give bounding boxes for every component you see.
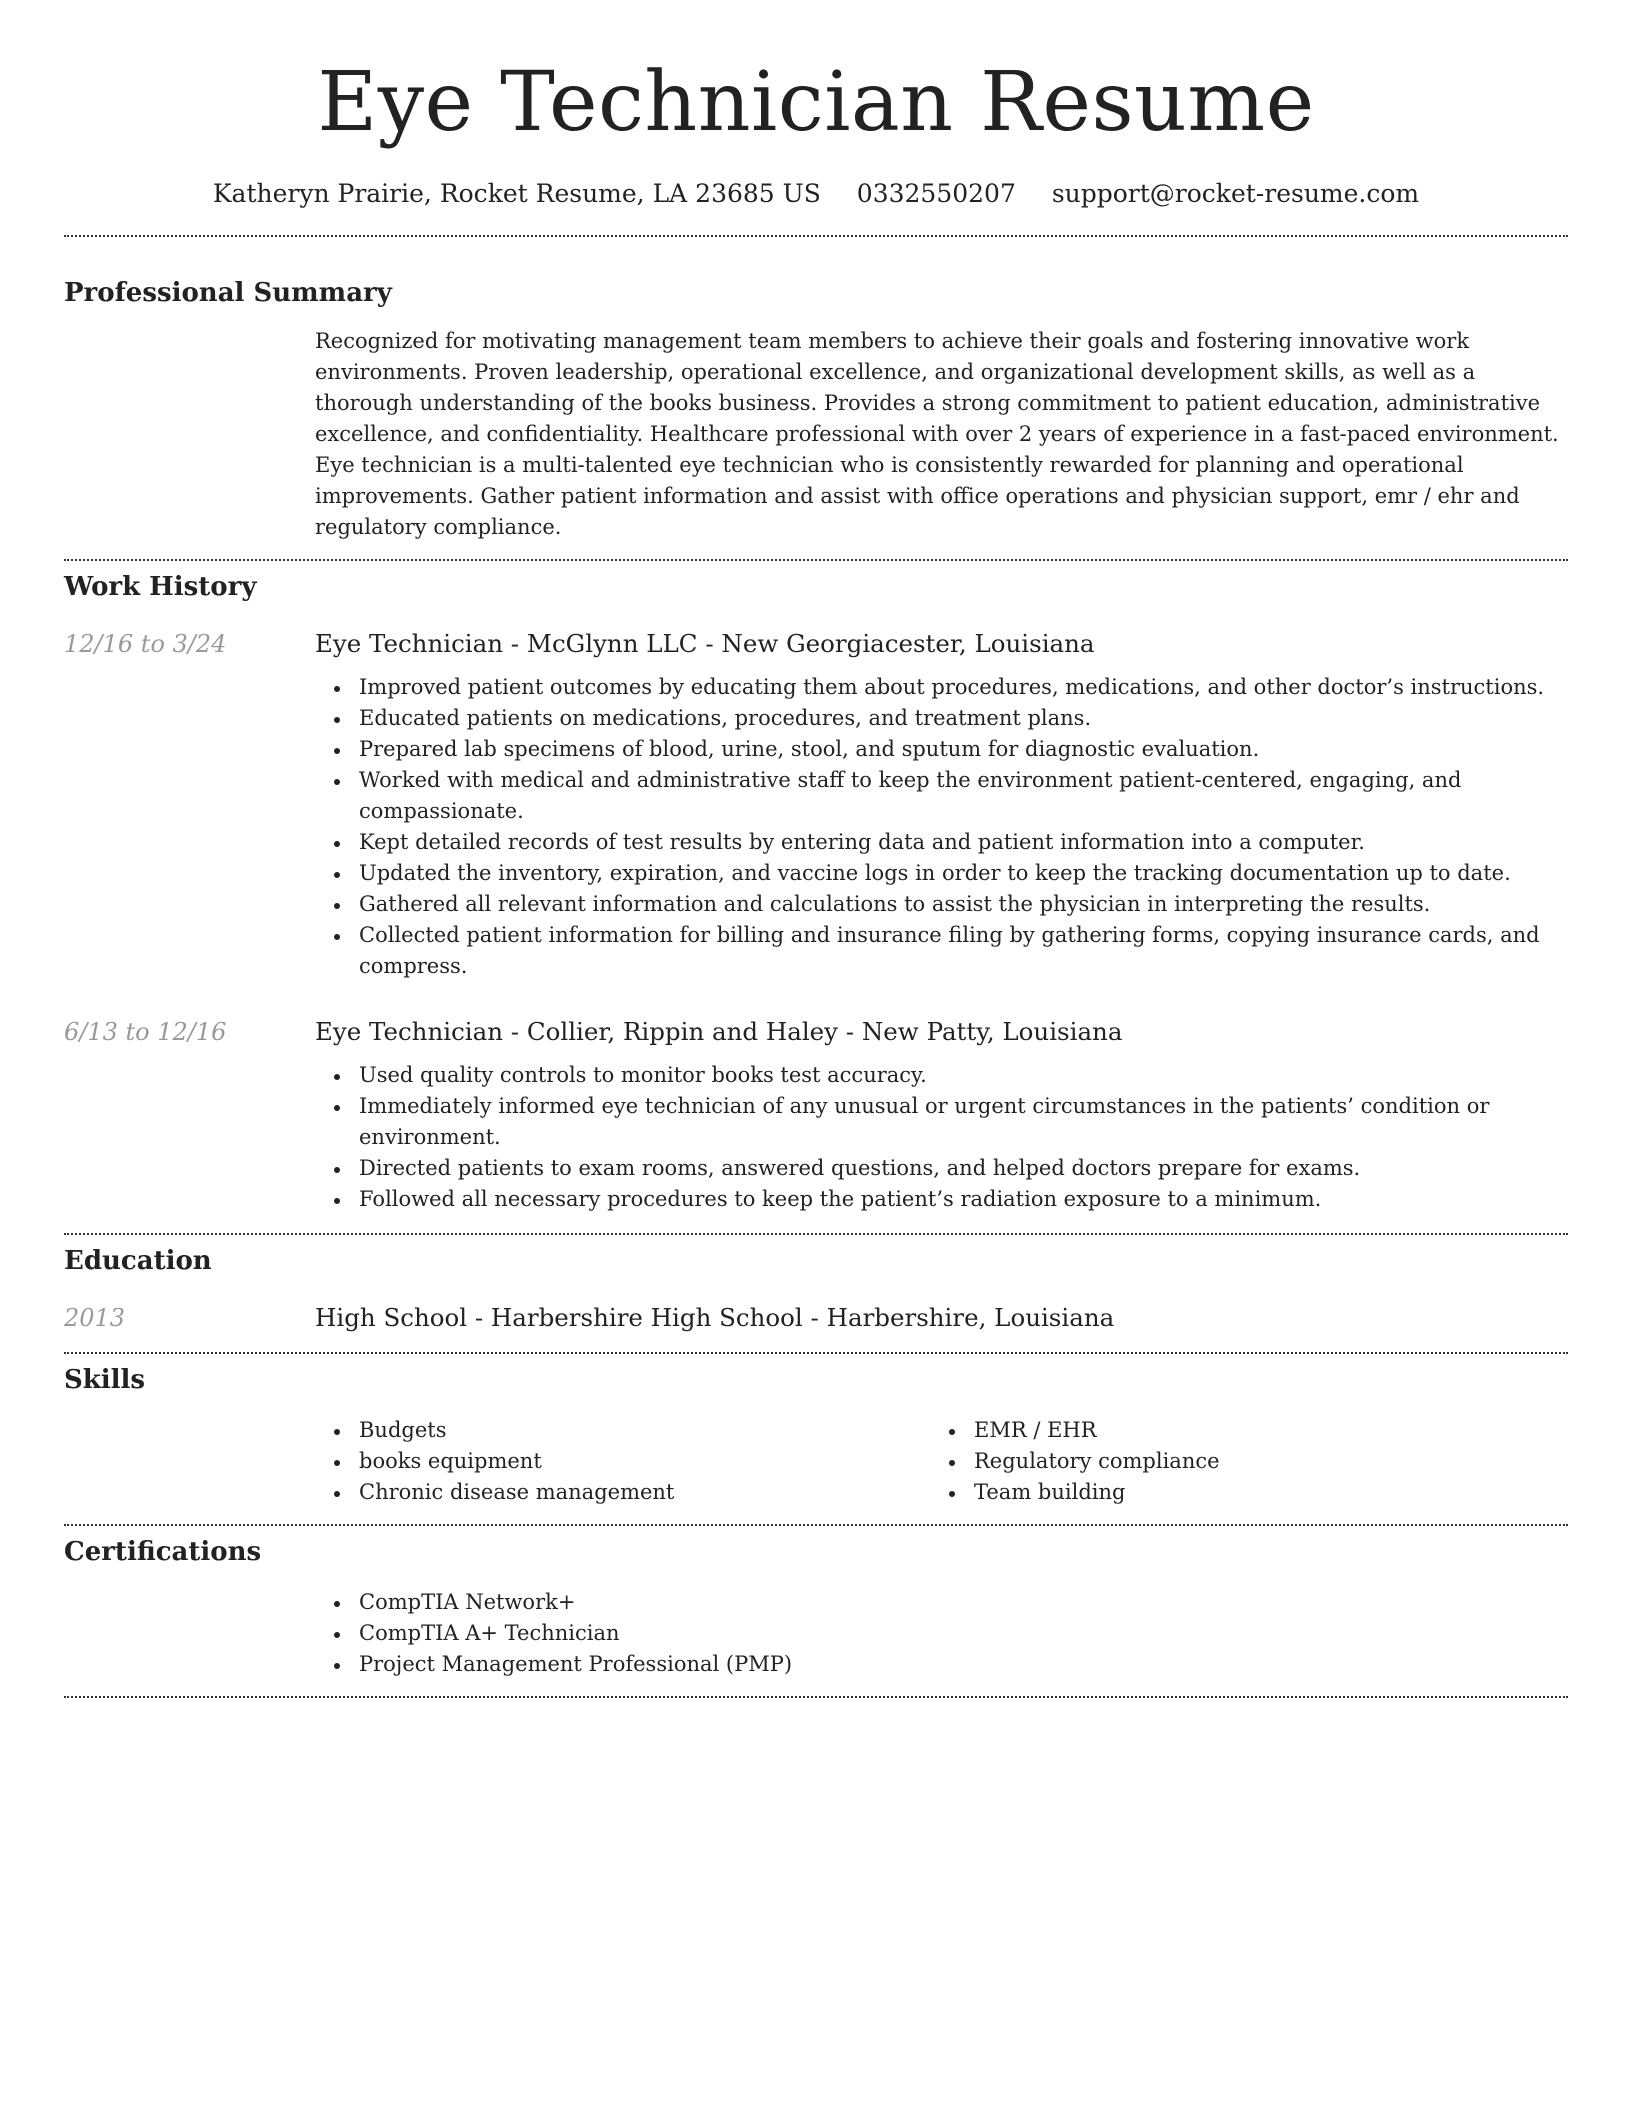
list-item: Team building — [930, 1477, 1545, 1508]
list-item: Educated patients on medications, procedures, and treatment plans. — [315, 703, 1568, 734]
section-divider — [64, 559, 1568, 561]
job-dates: 6/13 to 12/16 — [64, 1018, 227, 1046]
section-divider — [64, 1696, 1568, 1698]
skills-list-right — [930, 1415, 1545, 1508]
certifications-section — [64, 1535, 1568, 1680]
section-heading-skills: Skills — [64, 1365, 146, 1395]
list-item: Updated the inventory, expiration, and vaccine logs in order to keep the tracking documentation up to date. — [315, 858, 1568, 889]
job-duties-list — [315, 1060, 1568, 1215]
section-heading-work: Work History — [64, 572, 257, 602]
section-heading-summary: Professional Summary — [64, 278, 392, 308]
section-divider — [64, 1524, 1568, 1526]
list-item: Regulatory compliance — [930, 1446, 1545, 1477]
list-item: Project Management Professional (PMP) — [315, 1649, 1568, 1680]
list-item: Improved patient outcomes by educating them about procedures, medications, and other doctor’s instructions. — [315, 672, 1568, 703]
section-divider — [64, 1352, 1568, 1354]
summary-text: Recognized for motivating management team members to achieve their goals and fostering innovative work environments. Proven leadership, operational excellence, and organizational development skills, as well as a thorough understanding of the books business. Provides a strong commitment to patient education, administrative excellence, and confidentiality. Healthcare professional with over 2 years of experience in a fast-paced environment. Eye technician is a multi-talented eye technician who is consistently rewarded for planning and operational improvements. Gather patient information and assist with office operations and physician support, emr / ehr and regulatory compliance. — [315, 329, 1559, 539]
list-item: books equipment — [315, 1446, 930, 1477]
section-heading-certifications: Certifications — [64, 1537, 262, 1567]
list-item: Budgets — [315, 1415, 930, 1446]
contact-phone: 0332550207 — [856, 179, 1016, 208]
education-entry — [64, 1302, 1568, 1334]
contact-line — [64, 177, 1568, 211]
certifications-list — [315, 1587, 1568, 1680]
section-divider — [64, 235, 1568, 237]
job-entry — [64, 1016, 1568, 1215]
skills-list-left — [315, 1415, 930, 1508]
job-entry — [64, 628, 1568, 982]
list-item: Directed patients to exam rooms, answered questions, and helped doctors prepare for exams. — [315, 1153, 1568, 1184]
list-item: Collected patient information for billing and insurance filing by gathering forms, copying insurance cards, and compress. — [315, 920, 1568, 982]
list-item: Gathered all relevant information and calculations to assist the physician in interpreting the results. — [315, 889, 1568, 920]
job-duties-list — [315, 672, 1568, 982]
resume-page — [64, 0, 1568, 1698]
contact-email: support@rocket-resume.com — [1051, 179, 1420, 208]
list-item: EMR / EHR — [930, 1415, 1545, 1446]
list-item: CompTIA A+ Technician — [315, 1618, 1568, 1649]
list-item: Prepared lab specimens of blood, urine, stool, and sputum for diagnostic evaluation. — [315, 734, 1568, 765]
list-item: Immediately informed eye technician of any unusual or urgent circumstances in the patients’ condition or environment. — [315, 1091, 1568, 1153]
section-heading-education: Education — [64, 1246, 212, 1276]
contact-address: Katheryn Prairie, Rocket Resume, LA 23685 US — [212, 179, 821, 208]
job-title: Eye Technician - McGlynn LLC - New Georgiacester, Louisiana — [315, 629, 1095, 658]
certifications-spacer — [64, 1587, 315, 1680]
job-dates: 12/16 to 3/24 — [64, 630, 227, 658]
education-year: 2013 — [64, 1304, 126, 1332]
education-title: High School - Harbershire High School - Harbershire, Louisiana — [315, 1303, 1115, 1332]
resume-title: Eye Technician Resume — [317, 55, 1315, 150]
list-item: Chronic disease management — [315, 1477, 930, 1508]
summary-spacer — [64, 326, 315, 543]
professional-summary-section — [64, 276, 1568, 543]
list-item: Used quality controls to monitor books test accuracy. — [315, 1060, 1568, 1091]
list-item: CompTIA Network+ — [315, 1587, 1568, 1618]
skills-grid — [315, 1415, 1568, 1508]
work-history-section — [64, 570, 1568, 1215]
list-item: Kept detailed records of test results by entering data and patient information into a computer. — [315, 827, 1568, 858]
list-item: Followed all necessary procedures to keep the patient’s radiation exposure to a minimum. — [315, 1184, 1568, 1215]
education-section — [64, 1244, 1568, 1334]
skills-spacer — [64, 1415, 315, 1508]
list-item: Worked with medical and administrative staff to keep the environment patient-centered, engaging, and compassionate. — [315, 765, 1568, 827]
section-divider — [64, 1233, 1568, 1235]
job-title: Eye Technician - Collier, Rippin and Haley - New Patty, Louisiana — [315, 1017, 1123, 1046]
skills-section — [64, 1363, 1568, 1508]
